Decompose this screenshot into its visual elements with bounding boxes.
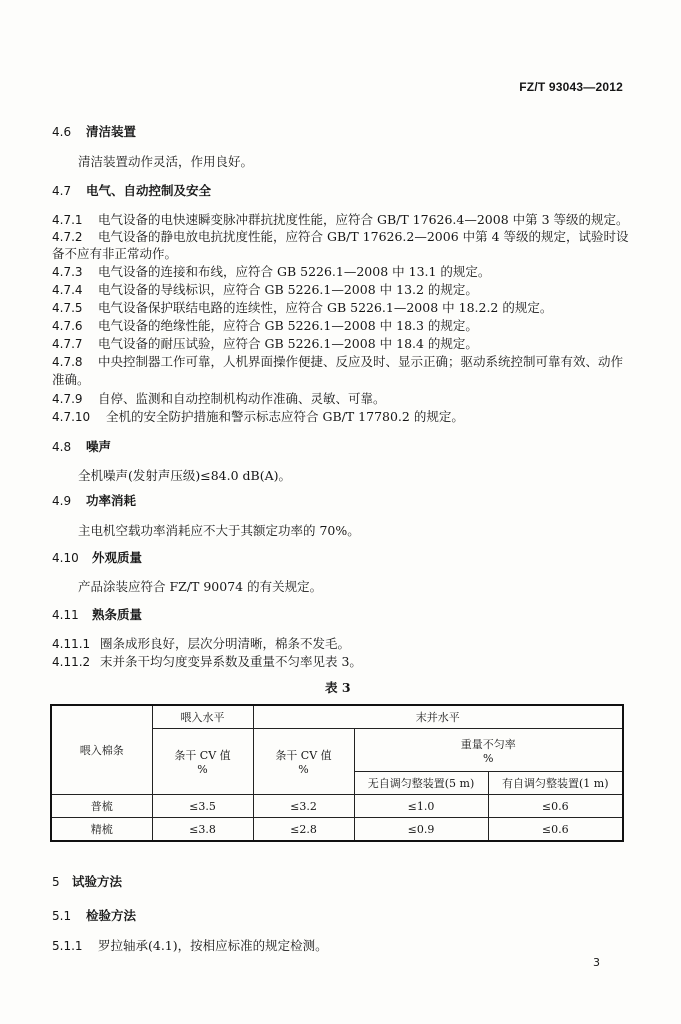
clause-number: 4.7.2 xyxy=(52,230,83,244)
clause-text: 全机的安全防护措施和警示标志应符合 GB/T 17780.2 的规定。 xyxy=(106,409,464,424)
section-heading-4-9 xyxy=(52,491,136,509)
section-title: 噪声 xyxy=(86,439,112,454)
clause-5-1-1 xyxy=(52,936,328,954)
clause-4-7-4 xyxy=(52,280,478,298)
section-title: 检验方法 xyxy=(86,908,137,923)
with-leveler-header: 有自调匀整装置(1 m) xyxy=(488,772,623,795)
section-heading-4-8 xyxy=(52,437,111,455)
feed-cv-value: ≤3.8 xyxy=(152,818,253,842)
clause-number: 4.7.9 xyxy=(52,392,83,406)
final-level-header: 末并水平 xyxy=(253,705,623,729)
paragraph-4-10: 产品涂装应符合 FZ/T 90074 的有关规定。 xyxy=(78,579,323,594)
section-heading-5-1 xyxy=(52,906,136,924)
clause-number: 4.11.2 xyxy=(52,655,91,669)
clause-4-7-6 xyxy=(52,316,478,334)
clause-number: 4.7.6 xyxy=(52,319,83,333)
section-heading-4-10 xyxy=(52,548,142,566)
clause-4-7-10 xyxy=(52,407,464,425)
clause-number: 4.7.10 xyxy=(52,410,91,424)
final-cv-header xyxy=(253,729,354,795)
clause-4-7-2 xyxy=(52,227,629,245)
section-number: 4.8 xyxy=(52,440,72,454)
table-row xyxy=(51,818,623,842)
section-number: 5.1 xyxy=(52,909,72,923)
section-title: 清洁装置 xyxy=(86,124,137,139)
paragraph-4-9: 主电机空载功率消耗应不大于其额定功率的 70%。 xyxy=(78,523,360,538)
clause-text: 电气设备的绝缘性能，应符合 GB 5226.1—2008 中 18.3 的规定。 xyxy=(98,318,478,333)
section-number: 4.9 xyxy=(52,494,72,508)
clause-4-7-3 xyxy=(52,262,490,280)
feed-cv-value: ≤3.5 xyxy=(152,795,253,818)
final-cv-value: ≤3.2 xyxy=(253,795,354,818)
cv-label: 条干 CV 值 xyxy=(174,749,231,762)
clause-4-7-8 xyxy=(52,352,623,370)
feed-cv-header xyxy=(152,729,253,795)
section-title: 试验方法 xyxy=(72,874,123,889)
clause-number: 4.7.7 xyxy=(52,337,83,351)
cv-label: 条干 CV 值 xyxy=(275,749,332,762)
clause-number: 5.1.1 xyxy=(52,939,83,953)
section-title: 外观质量 xyxy=(92,550,143,565)
clause-text: 电气设备的连接和布线，应符合 GB 5226.1—2008 中 13.1 的规定。 xyxy=(98,264,491,279)
unit-label: % xyxy=(197,763,208,776)
clause-4-11-1 xyxy=(52,634,350,652)
clause-text: 电气设备的静电放电抗扰度性能，应符合 GB/T 17626.2—2006 中第 4 等级的规定，试验时设 xyxy=(98,229,629,244)
row-header-cell: 喂入棉条 xyxy=(51,705,152,795)
page-number: 3 xyxy=(593,956,600,969)
no-leveler-value: ≤1.0 xyxy=(354,795,488,818)
section-title: 功率消耗 xyxy=(86,493,137,508)
section-heading-4-6 xyxy=(52,122,136,140)
clause-4-7-2-continued: 备不应有非正常动作。 xyxy=(52,246,178,261)
clause-text: 罗拉轴承(4.1)，按相应标准的规定检测。 xyxy=(98,938,328,953)
weight-unevenness-header xyxy=(354,729,623,772)
with-leveler-value: ≤0.6 xyxy=(488,795,623,818)
clause-text: 末并条干均匀度变异系数及重量不匀率见表 3。 xyxy=(100,654,362,669)
clause-4-7-7 xyxy=(52,334,478,352)
clause-4-7-9 xyxy=(52,389,386,407)
clause-text: 电气设备的耐压试验，应符合 GB 5226.1—2008 中 18.4 的规定。 xyxy=(98,336,478,351)
section-heading-4-7 xyxy=(52,181,211,199)
section-number: 4.7 xyxy=(52,184,72,198)
no-leveler-header: 无自调匀整装置(5 m) xyxy=(354,772,488,795)
clause-4-7-1 xyxy=(52,210,629,228)
clause-number: 4.7.3 xyxy=(52,265,83,279)
standard-code: FZ/T 93043—2012 xyxy=(519,80,623,94)
clause-number: 4.7.1 xyxy=(52,213,83,227)
clause-4-7-5 xyxy=(52,298,552,316)
paragraph-4-6: 清洁装置动作灵活，作用良好。 xyxy=(78,154,254,169)
weight-label: 重量不匀率 xyxy=(460,737,516,751)
feed-level-header: 喂入水平 xyxy=(152,705,253,729)
section-heading-5 xyxy=(52,872,122,890)
clause-text: 中央控制器工作可靠，人机界面操作便捷、反应及时、显示正确；驱动系统控制可靠有效、动作 xyxy=(98,354,624,369)
clause-text: 电气设备的电快速瞬变脉冲群抗扰度性能，应符合 GB/T 17626.4—2008 中第 3 等级的规定。 xyxy=(98,212,629,227)
unit-label: % xyxy=(298,763,309,776)
section-number: 4.6 xyxy=(52,125,72,139)
section-heading-4-11 xyxy=(52,605,142,623)
clause-text: 电气设备保护联结电路的连续性，应符合 GB 5226.1—2008 中 18.2.2 的规定。 xyxy=(98,300,553,315)
section-number: 4.10 xyxy=(52,551,79,565)
final-cv-value: ≤2.8 xyxy=(253,818,354,842)
clause-number: 4.7.5 xyxy=(52,301,83,315)
clause-number: 4.7.8 xyxy=(52,355,83,369)
section-number: 4.11 xyxy=(52,608,79,622)
table-3 xyxy=(50,704,624,842)
section-title: 熟条质量 xyxy=(92,607,143,622)
clause-number: 4.7.4 xyxy=(52,283,83,297)
clause-text: 自停、监测和自动控制机构动作准确、灵敏、可靠。 xyxy=(98,391,386,406)
clause-text: 圈条成形良好，层次分明清晰，棉条不发毛。 xyxy=(100,636,351,651)
clause-4-11-2 xyxy=(52,652,362,670)
unit-label: % xyxy=(483,751,494,765)
clause-4-7-8-continued: 准确。 xyxy=(52,372,90,387)
section-title: 电气、自动控制及安全 xyxy=(86,183,212,198)
paragraph-4-8: 全机噪声(发射声压级)≤84.0 dB(A)。 xyxy=(78,468,292,483)
row-name: 精梳 xyxy=(51,818,152,842)
clause-number: 4.11.1 xyxy=(52,637,91,651)
section-number: 5 xyxy=(52,875,60,889)
with-leveler-value: ≤0.6 xyxy=(488,818,623,842)
no-leveler-value: ≤0.9 xyxy=(354,818,488,842)
table-row xyxy=(51,795,623,818)
clause-text: 电气设备的导线标识，应符合 GB 5226.1—2008 中 13.2 的规定。 xyxy=(98,282,478,297)
table-caption: 表 3 xyxy=(325,680,351,695)
row-name: 普梳 xyxy=(51,795,152,818)
